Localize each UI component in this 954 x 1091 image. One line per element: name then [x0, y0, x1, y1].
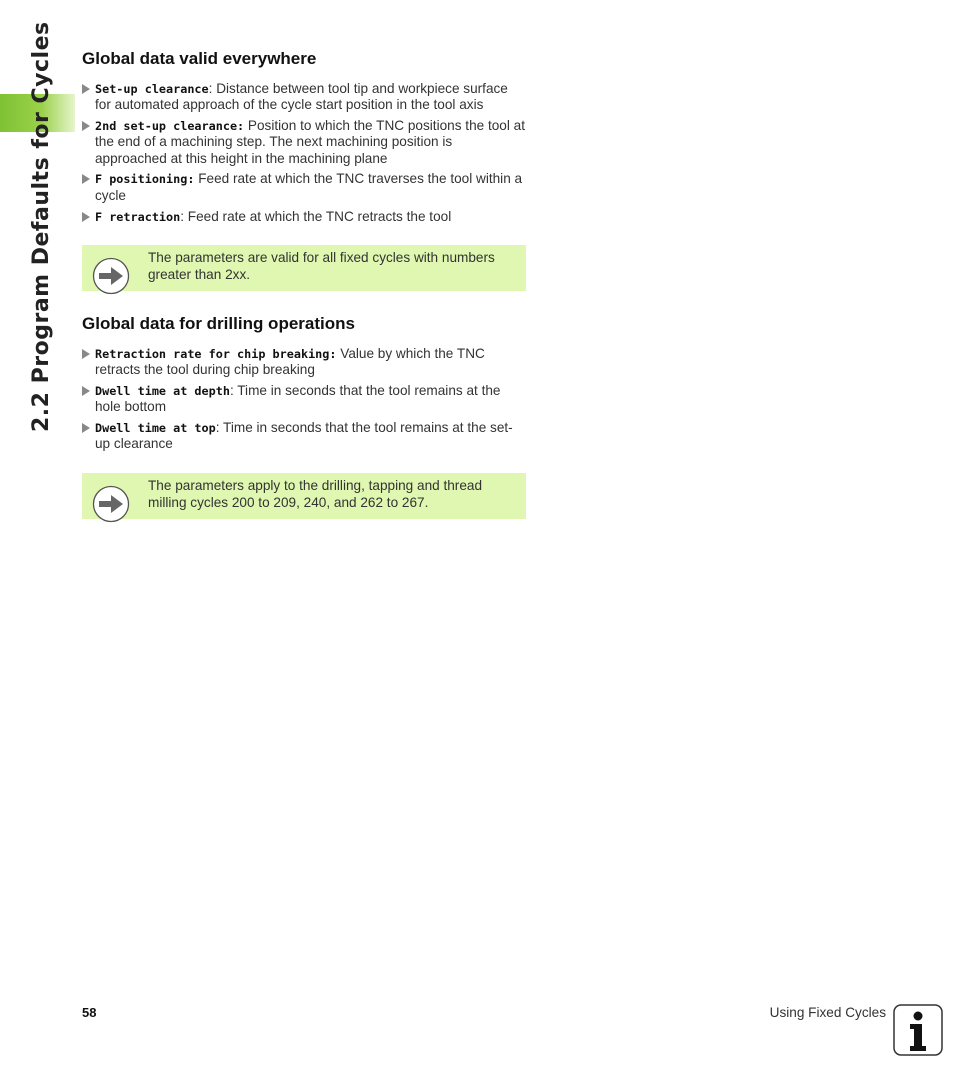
chapter-side-title: 2.2 Program Defaults for Cycles — [29, 21, 54, 432]
parameter-term: Dwell time at top — [95, 421, 216, 436]
list-item — [82, 346, 527, 379]
parameter-description: Feed rate at which the TNC traverses the tool within a cycle — [95, 171, 523, 203]
parameter-description: : Time in seconds that the tool remains at the hole bottom — [95, 383, 501, 415]
list-item — [82, 420, 527, 453]
note-text: The parameters are valid for all fixed cycles with numbers greater than 2xx. — [148, 250, 495, 282]
info-icon — [893, 1004, 943, 1056]
section-heading-global-data: Global data valid everywhere — [82, 49, 317, 68]
parameter-list-global — [82, 81, 527, 225]
parameter-term: F retraction — [95, 209, 181, 224]
note-text: The parameters apply to the drilling, tapping and thread milling cycles 200 to 209, 240, and 262 to 267. — [148, 478, 483, 510]
note-box-drilling — [82, 473, 526, 519]
parameter-term: Set-up clearance — [95, 82, 209, 96]
bullet-triangle-icon — [82, 349, 90, 359]
footer-chapter-title: Using Fixed Cycles — [769, 1005, 886, 1020]
bullet-triangle-icon — [82, 423, 90, 433]
note-box-global — [82, 245, 526, 291]
parameter-term: Retraction rate for chip breaking: — [95, 346, 337, 361]
bullet-triangle-icon — [82, 84, 90, 94]
list-item — [82, 171, 527, 204]
parameter-description: Value by which the TNC retracts the tool during chip breaking — [95, 345, 485, 378]
bullet-triangle-icon — [82, 174, 90, 184]
parameter-term: 2nd set-up clearance: — [95, 119, 245, 134]
list-item — [82, 118, 527, 167]
page-content — [82, 46, 527, 519]
arrow-right-icon — [92, 485, 130, 523]
parameter-term: Dwell time at depth — [95, 384, 230, 399]
parameter-description: : Time in seconds that the tool remains at the set-up clearance — [95, 420, 513, 452]
bullet-triangle-icon — [82, 212, 90, 222]
parameter-list-drilling — [82, 346, 527, 453]
bullet-triangle-icon — [82, 386, 90, 396]
arrow-right-icon — [92, 257, 130, 295]
list-item — [82, 209, 527, 225]
list-item — [82, 81, 527, 114]
section-heading-drilling: Global data for drilling operations — [82, 313, 355, 333]
parameter-description: Position to which the TNC positions the tool at the end of a machining step. The next machining position is approached at this height in the machining plane — [95, 118, 525, 166]
list-item — [82, 383, 527, 416]
bullet-triangle-icon — [82, 121, 90, 131]
parameter-term: F positioning: — [95, 172, 195, 187]
page-number: 58 — [82, 1005, 97, 1020]
parameter-description: : Distance between tool tip and workpiece surface for automated approach of the cycle start position in the tool axis — [95, 81, 508, 113]
parameter-description: : Feed rate at which the TNC retracts the tool — [180, 208, 452, 224]
